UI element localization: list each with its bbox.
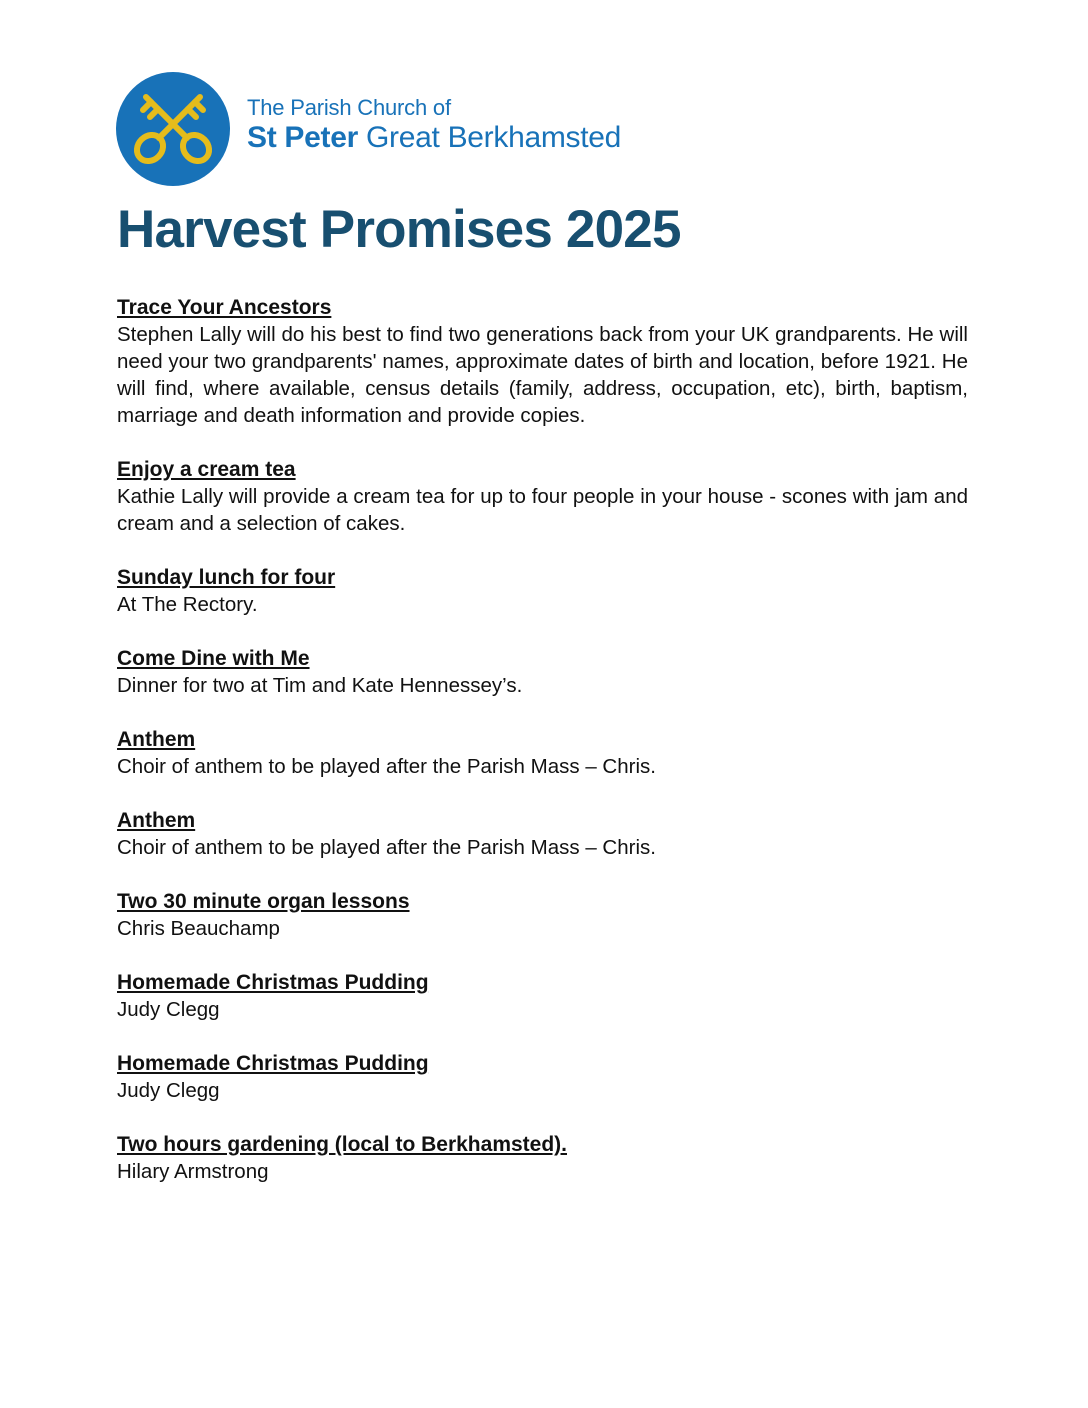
promise-item (117, 1131, 968, 1185)
promise-item (117, 564, 968, 618)
promise-item (117, 969, 968, 1023)
promise-list (117, 294, 968, 1212)
promise-heading: Anthem (117, 728, 196, 751)
promise-heading: Two 30 minute organ lessons (117, 890, 410, 913)
promise-description: Kathie Lally will provide a cream tea for up to four people in your house - scones with jam and cream and a selection of cakes. (117, 485, 968, 535)
promise-description: Judy Clegg (117, 998, 220, 1021)
promise-item (117, 456, 968, 537)
promise-item (117, 888, 968, 942)
org-line-1: The Parish Church of (247, 95, 451, 120)
page-title: Harvest Promises 2025 (117, 200, 681, 259)
promise-heading: Enjoy a cream tea (117, 458, 296, 481)
promise-description: Judy Clegg (117, 1079, 220, 1102)
promise-description: At The Rectory. (117, 593, 258, 616)
promise-item (117, 1050, 968, 1104)
crossed-keys-icon (116, 72, 230, 186)
promise-description: Stephen Lally will do his best to find two generations back from your UK grandparents. He will need your two grandparents' names, approximate dates of birth and location, before 1921. He will find, where available, census details (family, address, occupation, etc), birth, baptism, marriage and death information and provide copies. (117, 323, 968, 427)
promise-heading: Sunday lunch for four (117, 566, 336, 589)
promise-description: Choir of anthem to be played after the Parish Mass – Chris. (117, 836, 656, 859)
promise-description: Dinner for two at Tim and Kate Hennessey’s. (117, 674, 523, 697)
org-line-2 (247, 121, 621, 155)
org-name-bold: St Peter (247, 121, 358, 154)
promise-heading: Come Dine with Me (117, 647, 310, 670)
promise-item (117, 807, 968, 861)
promise-item (117, 645, 968, 699)
promise-heading: Homemade Christmas Pudding (117, 1052, 429, 1075)
promise-heading: Anthem (117, 809, 196, 832)
promise-heading: Homemade Christmas Pudding (117, 971, 429, 994)
promise-description: Choir of anthem to be played after the Parish Mass – Chris. (117, 755, 656, 778)
promise-heading: Two hours gardening (local to Berkhamsted). (117, 1133, 567, 1156)
promise-description: Chris Beauchamp (117, 917, 280, 940)
promise-item (117, 294, 968, 429)
promise-heading: Trace Your Ancestors (117, 296, 332, 319)
org-name-rest: Great Berkhamsted (357, 121, 622, 154)
parish-name (247, 95, 621, 155)
promise-item (117, 726, 968, 780)
promise-description: Hilary Armstrong (117, 1160, 269, 1183)
